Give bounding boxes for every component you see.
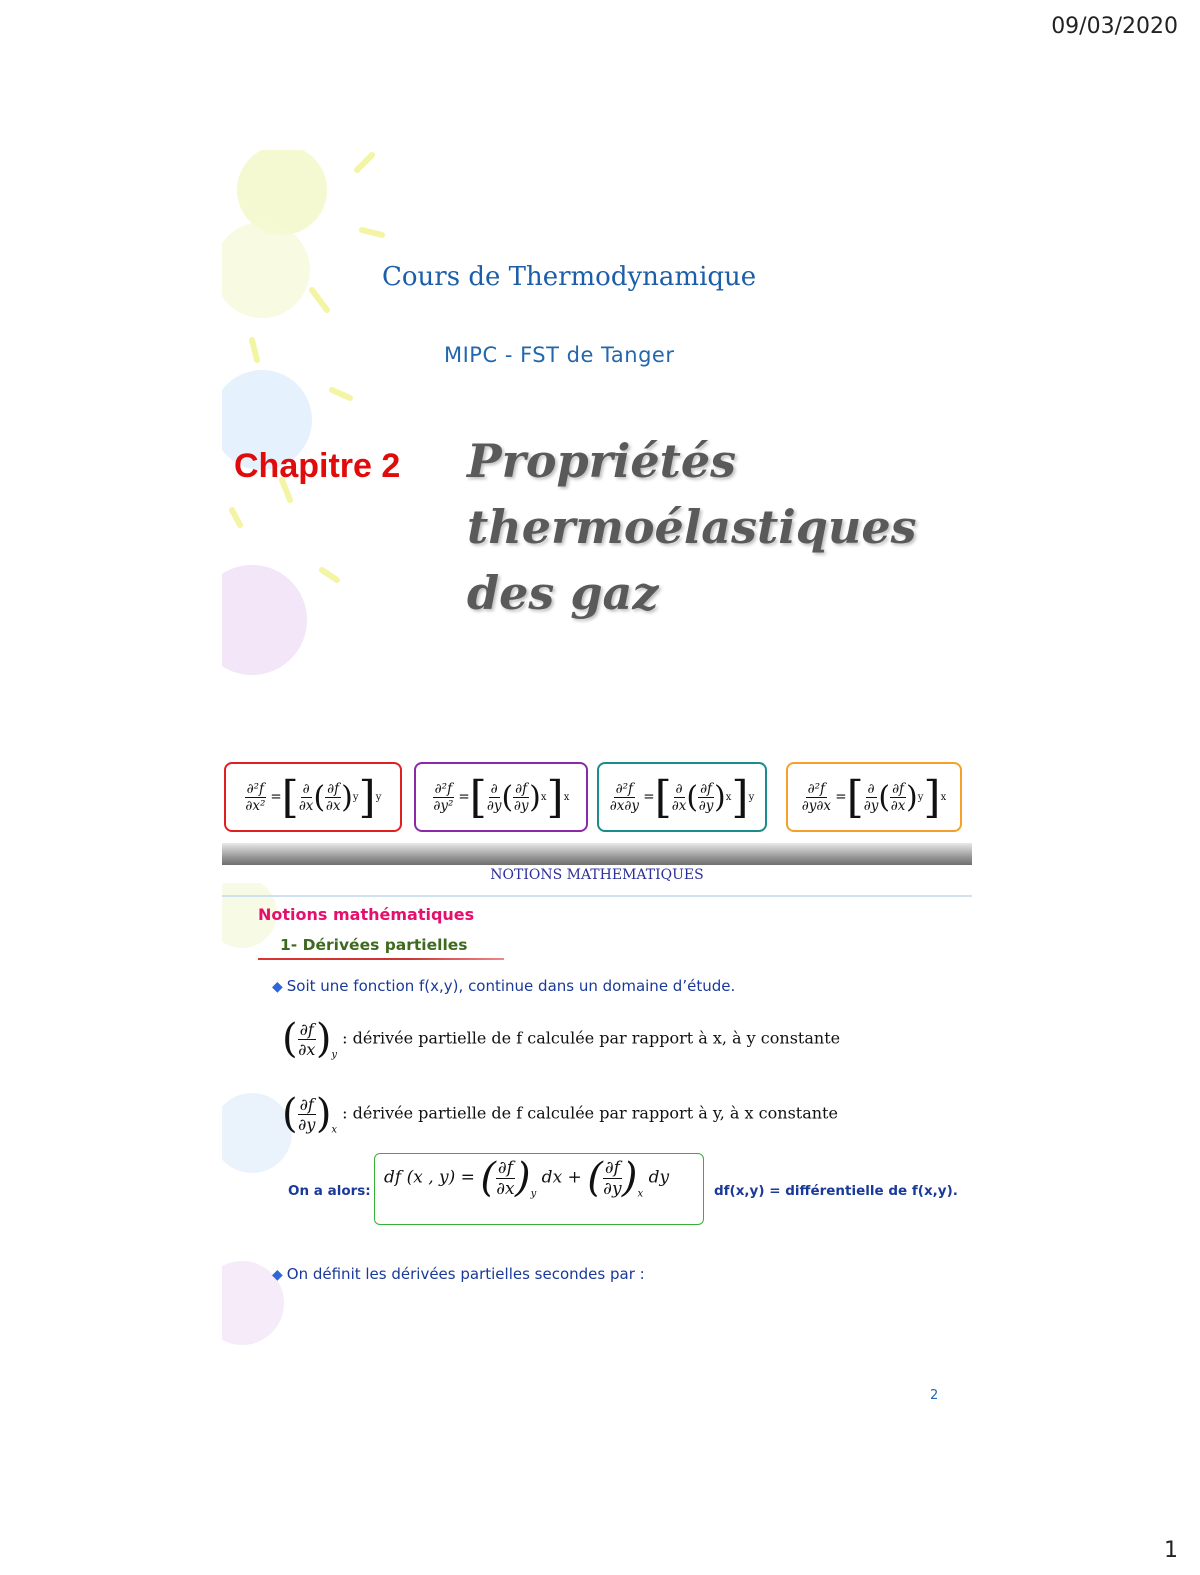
section-title: Notions mathématiques: [258, 905, 475, 924]
slide-header: NOTIONS MATHEMATIQUES: [490, 867, 704, 883]
bullet-text: Soit une fonction f(x,y), continue dans un domaine d’étude.: [286, 977, 736, 995]
header-divider: [222, 895, 972, 897]
chapter-title-line-1: Propriétés: [467, 434, 737, 488]
chapter-label: Chapitre 2: [234, 447, 401, 485]
slide-number: 2: [930, 1388, 939, 1403]
title-slide: [222, 150, 972, 730]
subsection-title: 1- Dérivées partielles: [280, 936, 468, 954]
diamond-bullet-icon: ◆: [272, 979, 283, 995]
notions-slide: [222, 843, 972, 1421]
second-derivative-yy: $\frac{\text{∂²f}}{\text{∂y²}}$ = [ $\frac{\partial}{\partial y}$ ( $\frac{\partial f}{\partial y}$ ) x ] x: [414, 762, 588, 832]
chapter-title-line-3: des gaz: [467, 566, 659, 620]
differential-note: df(x,y) = différentielle de f(x,y).: [714, 1183, 958, 1199]
balloon-purple: [222, 565, 307, 675]
differential-equation: df (x , y) = ( $\frac{\partial f}{\partial x}$ )$_y$ dx + ( $\frac{\partial f}{\partial y}$ )$_x$ dy: [384, 1155, 670, 1201]
second-derivative-xx: $\frac{\text{∂²f}}{\text{∂x²}}$ = [ $\frac{\partial}{\partial x}$ ( $\frac{\partial f}{\partial x}$ ) y ] y: [224, 762, 402, 832]
bullet-text: On définit les dérivées partielles secondes par :: [286, 1265, 645, 1283]
balloon-decoration-2: [222, 883, 302, 1403]
subsection-underline: [258, 958, 504, 960]
course-title: Cours de Thermodynamique: [382, 262, 757, 292]
partial-y-definition: ( $\frac{\partial f}{\partial y}$ )$_x$ : dérivée partielle de f calculée par rapport à y, à x constante: [282, 1091, 838, 1137]
second-derivative-yx: $\frac{\text{∂²f}}{\partial y\partial x}$ = [ $\frac{\partial}{\partial y}$ ( $\frac{\partial f}{\partial x}$ ) y ] x: [786, 762, 962, 832]
partial-y-text: : dérivée partielle de f calculée par rapport à y, à x constante: [342, 1103, 838, 1123]
program-label: MIPC - FST de Tanger: [444, 343, 675, 367]
chapter-title-line-2: thermoélastiques: [467, 500, 917, 554]
balloon-yellow: [237, 150, 327, 235]
diamond-bullet-icon: ◆: [272, 1267, 283, 1283]
second-derivative-xy: $\frac{\text{∂²f}}{\partial x\partial y}$ = [ $\frac{\partial}{\partial x}$ ( $\frac{\partial f}{\partial y}$ ) x ] y: [597, 762, 767, 832]
partial-x-definition: ( $\frac{\partial f}{\partial x}$ )$_y$ : dérivée partielle de f calculée par rapport à x, à y constante: [282, 1016, 841, 1062]
header-bar: [222, 843, 972, 865]
chapter-title: [467, 428, 987, 626]
print-date: 09/03/2020: [1051, 14, 1178, 39]
balloon-decoration: [222, 150, 422, 730]
bullet-second-derivatives: [272, 1265, 645, 1283]
balloon-yellow-2: [222, 222, 310, 318]
bullet-function: [272, 977, 735, 995]
partial-x-text: : dérivée partielle de f calculée par rapport à x, à y constante: [342, 1028, 841, 1048]
page-number: 1: [1164, 1538, 1178, 1563]
on-alors-label: On a alors:: [288, 1183, 371, 1199]
